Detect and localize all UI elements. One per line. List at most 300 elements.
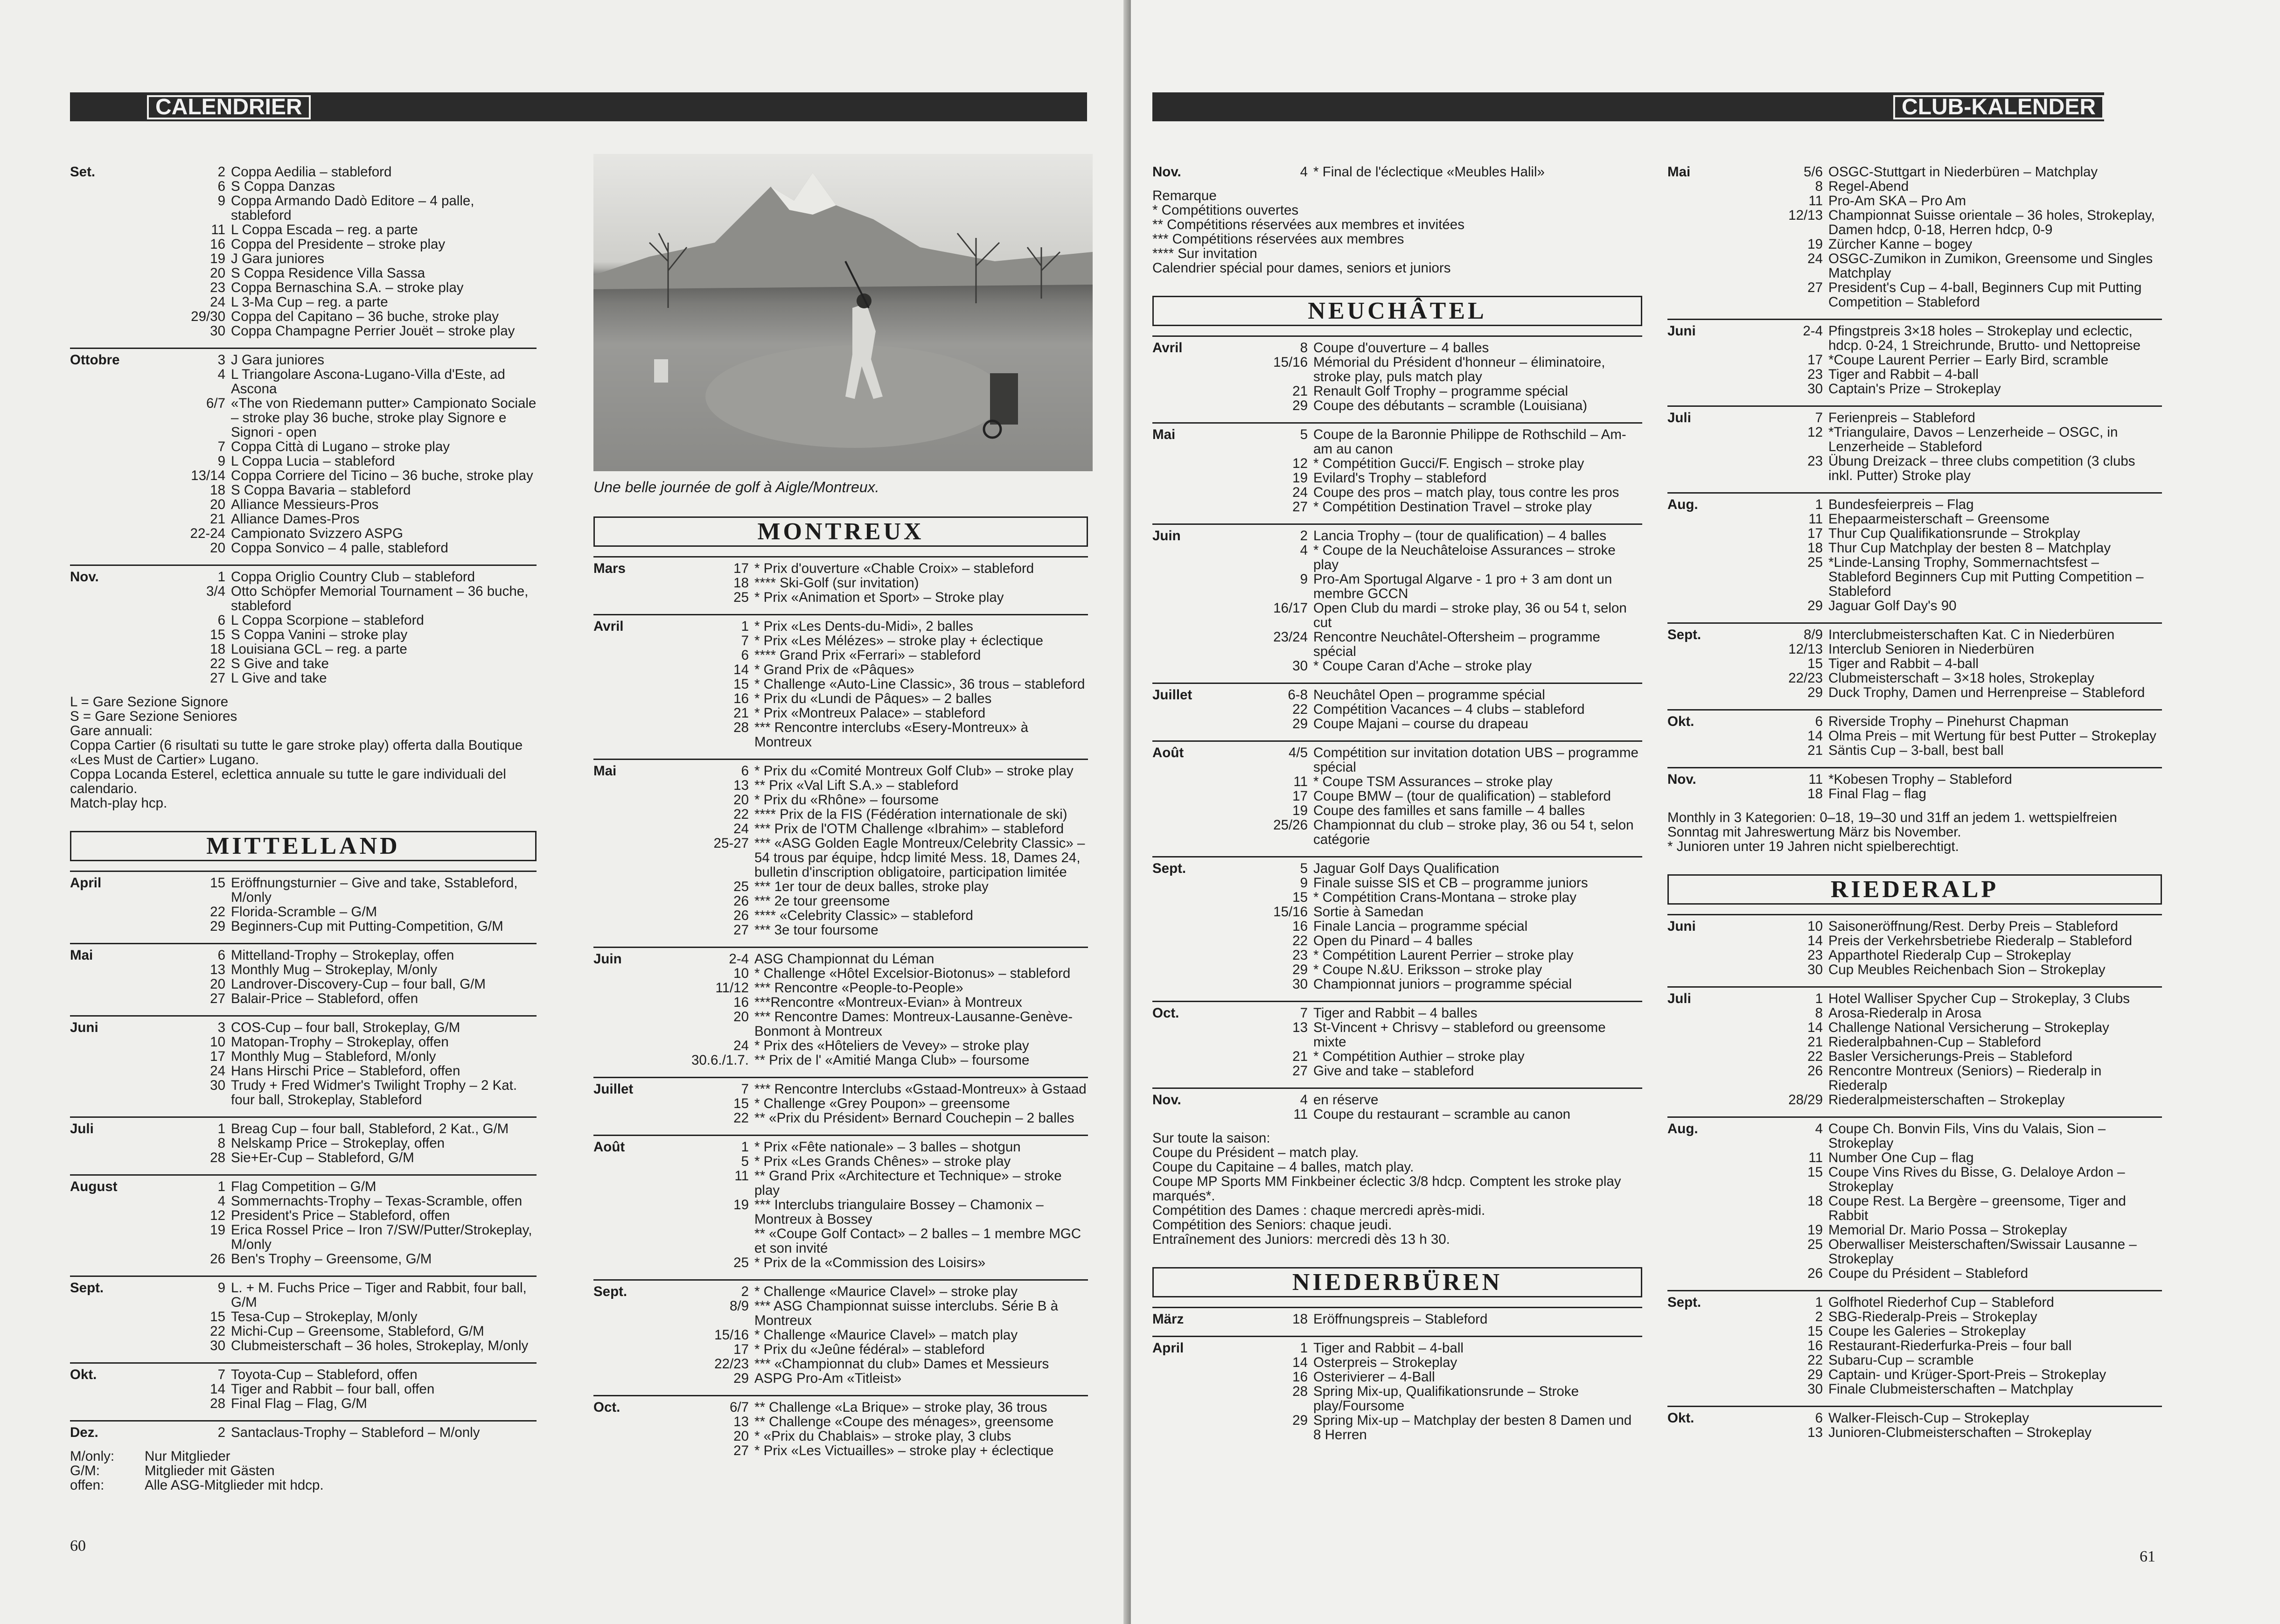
event-date: 8 bbox=[1300, 340, 1308, 355]
month-label: Okt. bbox=[1667, 1410, 1694, 1426]
event-title: Coppa Aedilia – stableford bbox=[231, 164, 392, 180]
event-row bbox=[156, 1035, 537, 1049]
calendar-section bbox=[1667, 1290, 2162, 1396]
event-row bbox=[156, 512, 537, 526]
event-row bbox=[1239, 630, 1642, 659]
event-title: Trudy + Fred Widmer's Twilight Trophy – 2 Kat. four ball, Strokeplay, Stableford bbox=[231, 1078, 517, 1108]
event-date: 29 bbox=[1807, 1367, 1823, 1382]
month-label: Juli bbox=[1667, 991, 1691, 1006]
event-title: Säntis Cup – 3-ball, best ball bbox=[1828, 743, 2004, 758]
event-row bbox=[680, 1357, 1088, 1371]
event-row bbox=[1754, 1064, 2162, 1093]
event-date: 22 bbox=[210, 904, 225, 920]
event-title: OSGC-Stuttgart in Niederbüren – Matchplay bbox=[1828, 164, 2098, 180]
legend-key: offen: bbox=[70, 1478, 105, 1493]
event-row bbox=[1754, 991, 2162, 1006]
right-page bbox=[1131, 0, 2280, 1624]
event-title: *** ASG Championnat suisse interclubs. Série B à Montreux bbox=[754, 1298, 1058, 1328]
event-date: 11 bbox=[211, 222, 225, 237]
event-row bbox=[156, 1194, 537, 1208]
month-label: Juni bbox=[1667, 919, 1696, 934]
month-label: Juni bbox=[1667, 323, 1696, 339]
event-row bbox=[1239, 1049, 1642, 1064]
photo-block bbox=[593, 154, 1088, 1467]
event-title: Thur Cup Matchplay der besten 8 – Matchplay bbox=[1828, 540, 2111, 556]
event-row bbox=[680, 590, 1088, 605]
event-row bbox=[1239, 1107, 1642, 1122]
event-title: Coupe du Président – Stableford bbox=[1828, 1266, 2029, 1281]
calendar-section bbox=[70, 1174, 537, 1266]
event-date: 25 bbox=[1807, 555, 1823, 570]
event-date: 22-24 bbox=[190, 526, 225, 541]
event-title: Landrover-Discovery-Cup – four ball, G/M bbox=[231, 976, 486, 992]
event-date: 28/29 bbox=[1788, 1092, 1823, 1108]
event-row bbox=[680, 879, 1088, 894]
event-title: Monthly Mug – Stableford, M/only bbox=[231, 1049, 436, 1064]
event-date: 14 bbox=[733, 662, 749, 677]
event-date: 15 bbox=[210, 875, 225, 891]
event-date: 6 bbox=[217, 948, 225, 963]
month-label: Mai bbox=[593, 763, 617, 779]
month-label: Mai bbox=[70, 948, 93, 963]
event-title: ***Rencontre «Montreux-Evian» à Montreux bbox=[754, 995, 1022, 1010]
event-date: 2 bbox=[1300, 528, 1308, 544]
event-date: 15 bbox=[1807, 1164, 1823, 1180]
event-title: S Coppa Residence Villa Sassa bbox=[231, 265, 425, 281]
legend-row bbox=[70, 1478, 537, 1492]
event-date: 20 bbox=[733, 1429, 749, 1444]
event-title: L Coppa Lucia – stableford bbox=[231, 453, 395, 469]
event-title: ASPG Pro-Am «Titleist» bbox=[754, 1371, 902, 1386]
calendar-section bbox=[1152, 1307, 1642, 1326]
event-date: 27 bbox=[1292, 499, 1308, 515]
event-date: 1 bbox=[1815, 1295, 1823, 1310]
event-date: 6 bbox=[1815, 1410, 1823, 1426]
event-title: Ferienpreis – Stableford bbox=[1828, 410, 1975, 425]
event-title: J Gara juniores bbox=[231, 352, 325, 368]
event-row bbox=[1754, 1367, 2162, 1382]
event-row bbox=[1239, 456, 1642, 471]
event-row bbox=[1754, 555, 2162, 599]
event-row bbox=[1754, 934, 2162, 948]
event-date: 4 bbox=[1300, 164, 1308, 180]
legend-key: G/M: bbox=[70, 1463, 100, 1478]
event-title: Coppa Sonvico – 4 palle, stableford bbox=[231, 540, 448, 556]
event-title: OSGC-Zumikon in Zumikon, Greensome und Singles Matchplay bbox=[1828, 251, 2153, 281]
note-line: * Compétitions ouvertes bbox=[1152, 202, 1299, 218]
event-date: 28 bbox=[733, 720, 749, 735]
event-date: 22 bbox=[210, 656, 225, 671]
event-row bbox=[156, 1064, 537, 1078]
calendar-section bbox=[70, 1015, 537, 1107]
event-title: S Coppa Vanini – stroke play bbox=[231, 627, 408, 642]
event-row bbox=[1754, 1382, 2162, 1396]
event-row bbox=[1239, 341, 1642, 355]
event-row bbox=[156, 324, 537, 338]
month-label: Août bbox=[593, 1139, 625, 1155]
event-date: 27 bbox=[733, 1443, 749, 1458]
event-title: Rencontre Montreux (Seniors) – Riederalp in Riederalp bbox=[1828, 1063, 2102, 1093]
event-row bbox=[156, 627, 537, 642]
event-row bbox=[1239, 962, 1642, 977]
event-date: 18 bbox=[210, 641, 225, 657]
left-column-2 bbox=[593, 516, 1088, 1458]
event-title: Lancia Trophy – (tour de qualification) – 4 balles bbox=[1313, 528, 1607, 544]
event-title: Sommernachts-Trophy – Texas-Scramble, offen bbox=[231, 1193, 523, 1209]
event-date: 22 bbox=[210, 1324, 225, 1339]
event-date: 13 bbox=[733, 1414, 749, 1429]
calendar-section bbox=[1667, 767, 2162, 801]
event-date: 25 bbox=[733, 590, 749, 605]
month-label: März bbox=[1152, 1311, 1184, 1327]
event-row bbox=[1754, 1266, 2162, 1281]
event-row bbox=[1754, 1338, 2162, 1353]
event-title: Matopan-Trophy – Strokeplay, offen bbox=[231, 1034, 449, 1050]
event-title: ** «Coupe Golf Contact» – 2 balles – 1 membre MGC et son invité bbox=[754, 1226, 1081, 1256]
event-title: Campionato Svizzero ASPG bbox=[231, 526, 403, 541]
event-row bbox=[156, 905, 537, 919]
event-row bbox=[1754, 165, 2162, 179]
calendar-section bbox=[1152, 335, 1642, 413]
event-row bbox=[1239, 818, 1642, 847]
month-label: April bbox=[1152, 1340, 1184, 1356]
month-label: Aug. bbox=[1667, 1121, 1698, 1136]
calendar-section bbox=[70, 1420, 537, 1440]
event-date: 12 bbox=[1807, 425, 1823, 440]
event-date: 16 bbox=[733, 691, 749, 706]
event-date: 16 bbox=[1292, 1369, 1308, 1385]
event-title: COS-Cup – four ball, Strokeplay, G/M bbox=[231, 1020, 460, 1035]
event-title: Eröffnungsturnier – Give and take, Sstableford, M/only bbox=[231, 875, 518, 905]
event-date: 22 bbox=[1292, 933, 1308, 948]
event-row bbox=[1754, 729, 2162, 743]
event-date: 19 bbox=[733, 1197, 749, 1213]
event-title: * Challenge «Hôtel Excelsior-Biotonus» – stableford bbox=[754, 966, 1071, 981]
month-label: Sept. bbox=[593, 1284, 628, 1299]
event-row bbox=[156, 1136, 537, 1150]
club-title-box: MONTREUX bbox=[593, 516, 1088, 547]
note-line: Monthly in 3 Kategorien: 0–18, 19–30 und 31ff an jedem 1. wettspielfreien Sonntag mit Jahreswertung März bis November. bbox=[1667, 810, 2117, 840]
event-title: * Prix «Les Dents-du-Midi», 2 balles bbox=[754, 619, 973, 634]
note-line: Coppa Cartier (6 risultati su tutte le gare stroke play) offerta dalla Boutique «Les Must de Cartier» Lugano. bbox=[70, 738, 523, 767]
event-title: * Compétition Laurent Perrier – stroke play bbox=[1313, 948, 1574, 963]
event-date: 4 bbox=[1815, 1121, 1823, 1136]
event-date: 18 bbox=[1292, 1311, 1308, 1327]
calendar-section bbox=[593, 1395, 1088, 1458]
event-title: ** Challenge «La Brique» – stroke play, 36 trous bbox=[754, 1400, 1047, 1415]
month-label: Mai bbox=[1152, 427, 1176, 442]
event-date: 17 bbox=[733, 1342, 749, 1357]
event-date: 1 bbox=[741, 619, 749, 634]
event-row bbox=[680, 619, 1088, 634]
event-date: 22 bbox=[1292, 702, 1308, 717]
calendar-section bbox=[1667, 914, 2162, 977]
event-date: 16 bbox=[1807, 1338, 1823, 1353]
event-title: ASG Championnat du Léman bbox=[754, 951, 934, 967]
event-date: 29 bbox=[1807, 598, 1823, 613]
event-title: Preis der Verkehrsbetriebe Riederalp – Stableford bbox=[1828, 933, 2133, 948]
event-date: 11 bbox=[1808, 1150, 1823, 1165]
event-row bbox=[680, 1053, 1088, 1067]
calendar-section bbox=[1667, 161, 2162, 309]
calendar-section bbox=[1152, 523, 1642, 673]
legend-row bbox=[70, 1449, 537, 1464]
event-date: 7 bbox=[741, 633, 749, 648]
event-date: 28 bbox=[1292, 1384, 1308, 1399]
event-row bbox=[156, 353, 537, 367]
note-line: Coupe MP Sports MM Finkbeiner éclectic 3/8 hdcp. Comptent les stroke play marqués*. bbox=[1152, 1174, 1621, 1204]
event-title: Coupe des pros – match play, tous contre les pros bbox=[1313, 485, 1619, 500]
event-title: * Compétition Destination Travel – stroke play bbox=[1313, 499, 1592, 515]
event-row bbox=[680, 1429, 1088, 1443]
event-row bbox=[1754, 743, 2162, 758]
event-date: 20 bbox=[733, 1009, 749, 1025]
calendar-section bbox=[70, 1116, 537, 1165]
event-title: Neuchâtel Open – programme spécial bbox=[1313, 687, 1545, 703]
event-title: Subaru-Cup – scramble bbox=[1828, 1352, 1974, 1368]
event-title: Tesa-Cup – Strokeplay, M/only bbox=[231, 1309, 418, 1324]
event-date: 6 bbox=[217, 179, 225, 194]
event-date: 15 bbox=[1807, 656, 1823, 671]
event-row bbox=[1754, 382, 2162, 396]
event-date: 9 bbox=[217, 1280, 225, 1296]
legend-notes bbox=[70, 1449, 537, 1492]
event-title: ** Challenge «Coupe des ménages», greensome bbox=[754, 1414, 1054, 1429]
event-row bbox=[156, 948, 537, 962]
event-date: 30 bbox=[210, 1338, 225, 1353]
event-row bbox=[680, 778, 1088, 793]
event-date: 13 bbox=[733, 778, 749, 793]
event-row bbox=[680, 807, 1088, 822]
event-title: Clubmeisterschaft – 3×18 holes, Strokeplay bbox=[1828, 670, 2094, 686]
event-row bbox=[680, 836, 1088, 879]
event-title: * Prix «Animation et Sport» – Stroke play bbox=[754, 590, 1004, 605]
event-row bbox=[680, 677, 1088, 691]
note-line: *** Compétitions réservées aux membres bbox=[1152, 231, 1404, 247]
event-title: * «Prix du Chablais» – stroke play, 3 clubs bbox=[754, 1429, 1011, 1444]
event-row bbox=[1754, 1223, 2162, 1237]
event-date: 7 bbox=[217, 439, 225, 454]
month-label: Sept. bbox=[1667, 627, 1701, 642]
event-date: 7 bbox=[1300, 1005, 1308, 1021]
event-title: Coppa del Capitano – 36 buche, stroke play bbox=[231, 309, 499, 324]
event-title: «The von Riedemann putter» Campionato Sociale – stroke play 36 buche, stroke play Signore e Signori - open bbox=[231, 396, 537, 440]
event-row bbox=[680, 1443, 1088, 1458]
event-title: Mittelland-Trophy – Strokeplay, offen bbox=[231, 948, 454, 963]
event-row bbox=[1754, 194, 2162, 208]
event-date: 12/13 bbox=[1788, 641, 1823, 657]
event-row bbox=[680, 1111, 1088, 1125]
event-title: Clubmeisterschaft – 36 holes, Strokeplay, M/only bbox=[231, 1338, 529, 1353]
event-date: 19 bbox=[1807, 1222, 1823, 1238]
note-line: Remarque bbox=[1152, 188, 1217, 203]
event-title: Ben's Trophy – Greensome, G/M bbox=[231, 1251, 432, 1267]
legend-value: Mitglieder mit Gästen bbox=[145, 1463, 275, 1478]
event-row bbox=[1754, 1006, 2162, 1020]
event-date: 15/16 bbox=[1273, 355, 1308, 370]
event-date: 7 bbox=[1815, 410, 1823, 425]
right-column-2 bbox=[1667, 161, 2162, 1449]
event-row bbox=[680, 1169, 1088, 1198]
event-row bbox=[1239, 355, 1642, 384]
note-line: Calendrier spécial pour dames, seniors et juniors bbox=[1152, 260, 1451, 276]
event-title: * Challenge «Grey Poupon» – greensome bbox=[754, 1096, 1010, 1111]
event-date: 25 bbox=[1807, 1237, 1823, 1252]
month-label: Juin bbox=[593, 951, 622, 967]
event-row bbox=[156, 295, 537, 309]
event-date: 4 bbox=[1300, 543, 1308, 558]
event-row bbox=[680, 561, 1088, 576]
event-date: 14 bbox=[1807, 728, 1823, 744]
event-row bbox=[156, 1122, 537, 1136]
event-title: * Prix d'ouverture «Chable Croix» – stableford bbox=[754, 561, 1034, 576]
event-title: * Challenge «Auto-Line Classic», 36 trous – stableford bbox=[754, 676, 1085, 692]
event-date: 11 bbox=[1808, 193, 1823, 209]
golf-photo bbox=[593, 154, 1093, 471]
event-row bbox=[680, 1198, 1088, 1227]
event-date: 3 bbox=[217, 1020, 225, 1035]
month-label: Juli bbox=[1667, 410, 1691, 425]
event-row bbox=[1754, 454, 2162, 483]
event-row bbox=[680, 1039, 1088, 1053]
event-row bbox=[680, 1328, 1088, 1342]
event-row bbox=[156, 613, 537, 627]
event-title: Challenge National Versicherung – Strokeplay bbox=[1828, 1020, 2109, 1035]
event-date: 2 bbox=[217, 164, 225, 180]
event-date: 2 bbox=[1815, 1309, 1823, 1324]
event-date: 22 bbox=[1807, 1049, 1823, 1064]
event-row bbox=[156, 1223, 537, 1252]
event-row bbox=[680, 952, 1088, 966]
event-title: Spring Mix-up, Qualifikationsrunde – Stroke play/Foursome bbox=[1313, 1384, 1579, 1414]
month-label: Nov. bbox=[1152, 164, 1181, 180]
calendar-section bbox=[70, 348, 537, 555]
event-date: 26 bbox=[733, 908, 749, 923]
event-row bbox=[680, 1010, 1088, 1039]
event-title: * Prix «Fête nationale» – 3 balles – shotgun bbox=[754, 1139, 1021, 1155]
calendar-section bbox=[1152, 683, 1642, 731]
notes-paragraph bbox=[1152, 188, 1642, 275]
event-date: 26 bbox=[210, 1251, 225, 1267]
calendar-section bbox=[70, 1362, 537, 1411]
event-date: 27 bbox=[1292, 1063, 1308, 1079]
event-row bbox=[1754, 411, 2162, 425]
event-row bbox=[1754, 1310, 2162, 1324]
event-title: L. + M. Fuchs Price – Tiger and Rabbit, four ball, G/M bbox=[231, 1280, 527, 1310]
event-row bbox=[680, 1342, 1088, 1357]
notes-paragraph bbox=[70, 695, 537, 810]
event-row bbox=[1754, 656, 2162, 671]
event-title: Coupe Rest. La Bergère – greensome, Tiger and Rabbit bbox=[1828, 1193, 2126, 1223]
page-number-60: 60 bbox=[70, 1537, 86, 1554]
event-title: Give and take – stableford bbox=[1313, 1063, 1474, 1079]
event-title: Louisiana GCL – reg. a parte bbox=[231, 641, 407, 657]
event-title: Tiger and Rabbit – 4-ball bbox=[1313, 1340, 1464, 1356]
event-date: 13 bbox=[210, 962, 225, 977]
event-row bbox=[680, 1227, 1088, 1255]
event-title: Final Flag – flag bbox=[1828, 786, 1926, 802]
event-title: *** Interclubs triangulaire Bossey – Chamonix – Montreux à Bossey bbox=[754, 1197, 1044, 1227]
event-date: 2 bbox=[217, 1425, 225, 1440]
mountain-golfer-illustration bbox=[593, 154, 1093, 471]
event-title: Championnat du club – stroke play, 36 ou 54 t, selon catégorie bbox=[1313, 817, 1634, 847]
event-date: 5/6 bbox=[1803, 164, 1823, 180]
event-title: **** Prix de la FIS (Fédération internationale de ski) bbox=[754, 807, 1067, 822]
event-row bbox=[156, 1208, 537, 1223]
event-row bbox=[156, 1179, 537, 1194]
event-date: 22 bbox=[733, 1110, 749, 1126]
notes-paragraph bbox=[1667, 810, 2162, 854]
event-date: 17 bbox=[733, 561, 749, 576]
event-row bbox=[1754, 948, 2162, 962]
event-title: Oberwalliser Meisterschaften/Swissair Lausanne – Strokeplay bbox=[1828, 1237, 2137, 1267]
event-title: * Coupe de la Neuchâteloise Assurances – stroke play bbox=[1313, 543, 1616, 572]
event-row bbox=[1754, 962, 2162, 977]
calendar-section bbox=[593, 1279, 1088, 1386]
event-row bbox=[1754, 1093, 2162, 1107]
month-label: Avril bbox=[593, 619, 624, 634]
event-date: 11 bbox=[734, 1168, 749, 1184]
event-row bbox=[1239, 948, 1642, 962]
event-date: 26 bbox=[733, 893, 749, 909]
event-date: 11 bbox=[1808, 511, 1823, 527]
event-title: S Give and take bbox=[231, 656, 329, 671]
month-label: Mai bbox=[1667, 164, 1691, 180]
event-row bbox=[1239, 659, 1642, 673]
event-row bbox=[156, 1281, 537, 1310]
event-title: * Prix du «Jeûne fédéral» – stableford bbox=[754, 1342, 985, 1357]
event-title: ** «Prix du Président» Bernard Couchepin – 2 balles bbox=[754, 1110, 1074, 1126]
event-date: 16 bbox=[733, 995, 749, 1010]
event-row bbox=[156, 991, 537, 1006]
note-line: Compétition des Dames : chaque mercredi après-midi. bbox=[1152, 1203, 1485, 1218]
event-date: 19 bbox=[1292, 803, 1308, 818]
event-date: 6 bbox=[741, 648, 749, 663]
event-row bbox=[680, 995, 1088, 1010]
event-date: 14 bbox=[1292, 1355, 1308, 1370]
event-date: 30 bbox=[1807, 962, 1823, 977]
event-row bbox=[1239, 572, 1642, 601]
event-row bbox=[156, 1367, 537, 1382]
event-title: Championnat Suisse orientale – 36 holes, Strokeplay, Damen hdcp, 0-18, Herren hdcp, 0-9 bbox=[1828, 208, 2155, 237]
event-row bbox=[156, 179, 537, 194]
event-date: 27 bbox=[733, 922, 749, 938]
event-row bbox=[156, 1310, 537, 1324]
event-date: 8/9 bbox=[1803, 627, 1823, 642]
event-date: 1 bbox=[741, 1139, 749, 1155]
event-title: Osterpreis – Strokeplay bbox=[1313, 1355, 1457, 1370]
event-row bbox=[156, 396, 537, 439]
event-row bbox=[156, 367, 537, 396]
event-date: 27 bbox=[1807, 280, 1823, 295]
calendar-section bbox=[1667, 492, 2162, 613]
event-title: * Coupe N.&U. Eriksson – stroke play bbox=[1313, 962, 1542, 977]
event-title: * Challenge «Maurice Clavel» – match play bbox=[754, 1327, 1018, 1343]
event-row bbox=[1754, 671, 2162, 685]
event-date: 18 bbox=[1807, 1193, 1823, 1209]
event-row bbox=[1239, 977, 1642, 991]
event-date: 24 bbox=[210, 1063, 225, 1079]
event-title: Pro-Am SKA – Pro Am bbox=[1828, 193, 1966, 209]
event-title: * Compétition Crans-Montana – stroke play bbox=[1313, 890, 1577, 905]
month-label: Aug. bbox=[1667, 497, 1698, 512]
event-row bbox=[680, 706, 1088, 720]
event-title: Monthly Mug – Strokeplay, M/only bbox=[231, 962, 438, 977]
calendar-section bbox=[1152, 1087, 1642, 1122]
event-date: 4 bbox=[217, 367, 225, 382]
event-date: 14 bbox=[1807, 1020, 1823, 1035]
event-title: Mémorial du Président d'honneur – éliminatoire, stroke play, puls match play bbox=[1313, 355, 1605, 384]
